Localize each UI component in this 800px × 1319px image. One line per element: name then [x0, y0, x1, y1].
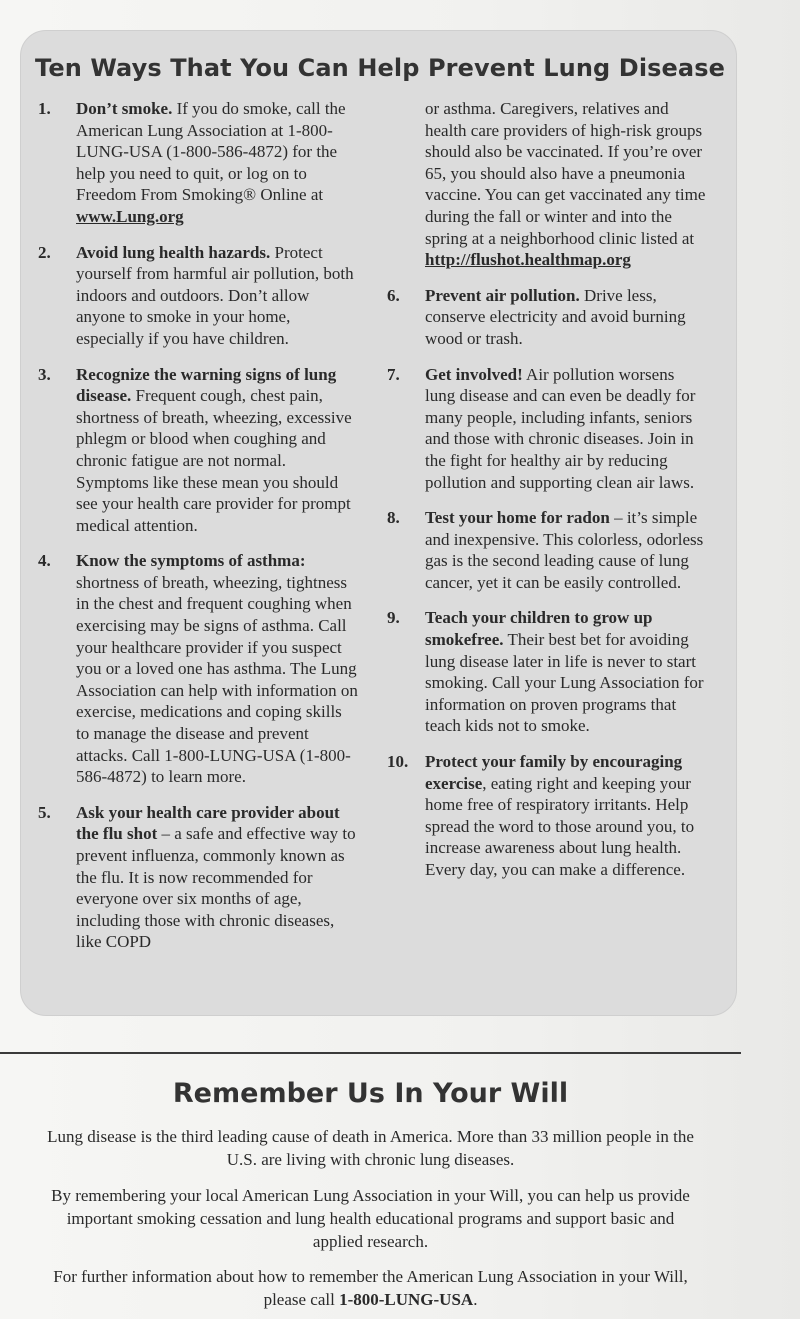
tip-text: Air pollution worsens lung disease and can even be deadly for many people, including infants, seniors and those with chronic diseases. Join in the fight for healthy air by reducing pollution and supporting clean air laws. [425, 364, 696, 492]
tip-5-continuation [387, 98, 707, 271]
tip-text: Protect yourself from harmful air pollution, both indoors and outdoors. Don’t allow anyone to smoke in your home, especially if you have children. [76, 242, 354, 348]
tip-text: If you do smoke, call the American Lung Association at 1-800-LUNG-USA (1-800-586-4872) for the help you need to quit, or log on to Freedom From Smoking® Online at [76, 99, 346, 205]
tip-heading: Protect your family by encouraging exercise [425, 752, 683, 793]
tip-number: 4. [38, 551, 51, 571]
will-paragraph-2: By remembering your local American Lung Association in your Will, you can help us provide important smoking cessation and lung health educational programs and support basic and applied research. [51, 1186, 690, 1251]
tip-number: 3. [38, 364, 51, 384]
section-divider [0, 1052, 741, 1054]
tip-number: 1. [38, 99, 51, 118]
tip-text: , eating right and keeping your home free of respiratory irritants. Help spread the word to those around you, to increase awareness about lung health. Every day, you can make a difference. [425, 773, 695, 879]
flushot-link[interactable]: http://flushot.healthmap.org [425, 250, 631, 270]
tip-number: 7. [387, 364, 400, 384]
tip-heading: Know the symptoms of asthma: [76, 551, 306, 571]
tip-heading: Get involved! [425, 364, 523, 384]
tip-item-2 [38, 242, 358, 350]
tip-heading: Prevent air pollution. [425, 285, 580, 305]
tip-item-3 [38, 364, 358, 537]
tip-text: or asthma. Caregivers, relatives and health care providers of high-risk groups should also be vaccinated. If you’re over 65, you should also have a pneumonia vaccine. You can get vaccinated any time during the fall or winter and into the spring at a neighborhood clinic listed at [425, 99, 706, 248]
tip-item-7 [387, 364, 707, 494]
will-paragraph-3 [40, 1265, 701, 1311]
tip-item-10 [387, 751, 707, 881]
phone-number[interactable]: 1-800-LUNG-USA [339, 1290, 474, 1309]
tip-heading: Recognize the warning signs of lung disease. [76, 364, 337, 406]
will-paragraph-1: Lung disease is the third leading cause of death in America. More than 33 million people in the U.S. are living with chronic lung diseases. [47, 1127, 694, 1169]
will-paragraph-3-text: For further information about how to remember the American Lung Association in your Will, please call [53, 1267, 688, 1309]
tip-item-1 [38, 98, 358, 228]
tip-text: shortness of breath, wheezing, tightness in the chest and frequent coughing when exercising may be signs of asthma. Call your healthcare provider if you suspect you or a loved one has asthma. The Lung Association can help with information on exercise, medications and coping skills to manage the disease and prevent attacks. Call 1-800-LUNG-USA (1-800-586-4872) to learn more. [76, 572, 358, 787]
lung-org-link[interactable]: www.Lung.org [76, 206, 184, 226]
tip-heading: Ask your health care provider about the flu shot [76, 802, 340, 844]
tip-text: – a safe and effective way to prevent influenza, commonly known as the flu. It is now recommended for everyone over six months of age, including those with chronic diseases, like COPD [76, 824, 356, 952]
tip-number: 9. [387, 608, 400, 628]
tip-text: Drive less, conserve electricity and avoid burning wood or trash. [425, 285, 686, 348]
tip-item-9 [387, 607, 707, 737]
will-paragraph-3-end: . [473, 1290, 478, 1309]
tip-item-6 [387, 285, 707, 350]
tip-text: Frequent cough, chest pain, shortness of breath, wheezing, excessive phlegm or blood when coughing and chronic fatigue are not normal. Symptoms like these mean you should see your health care provider for prompt medical attention. [76, 386, 352, 535]
tip-text: Their best bet for avoiding lung disease later in life is never to start smoking. Call your Lung Association for information on proven programs that teach kids not to smoke. [425, 630, 704, 736]
tip-heading: Avoid lung health hazards. [76, 242, 271, 262]
tip-text: – it’s simple and inexpensive. This colorless, odorless gas is the second leading cause of lung cancer, yet it can be easily controlled. [425, 508, 704, 592]
tip-heading: Test your home for radon [425, 508, 610, 528]
tip-number: 8. [387, 508, 400, 528]
tips-column-left [38, 98, 358, 967]
tip-number: 6. [387, 285, 400, 305]
tip-heading: Don’t smoke. [76, 99, 173, 118]
tip-item-5 [38, 802, 358, 953]
tips-column-right [387, 98, 707, 895]
tip-number: 10. [387, 752, 409, 772]
tip-heading: Teach your children to grow up smokefree. [425, 608, 653, 650]
tip-number: 5. [38, 802, 51, 822]
tip-number: 2. [38, 242, 51, 262]
tip-item-4 [38, 550, 358, 788]
tip-item-8 [387, 507, 707, 593]
will-title: Remember Us In Your Will [172, 1078, 569, 1109]
panel-title: Ten Ways That You Can Help Prevent Lung Disease [35, 54, 725, 82]
